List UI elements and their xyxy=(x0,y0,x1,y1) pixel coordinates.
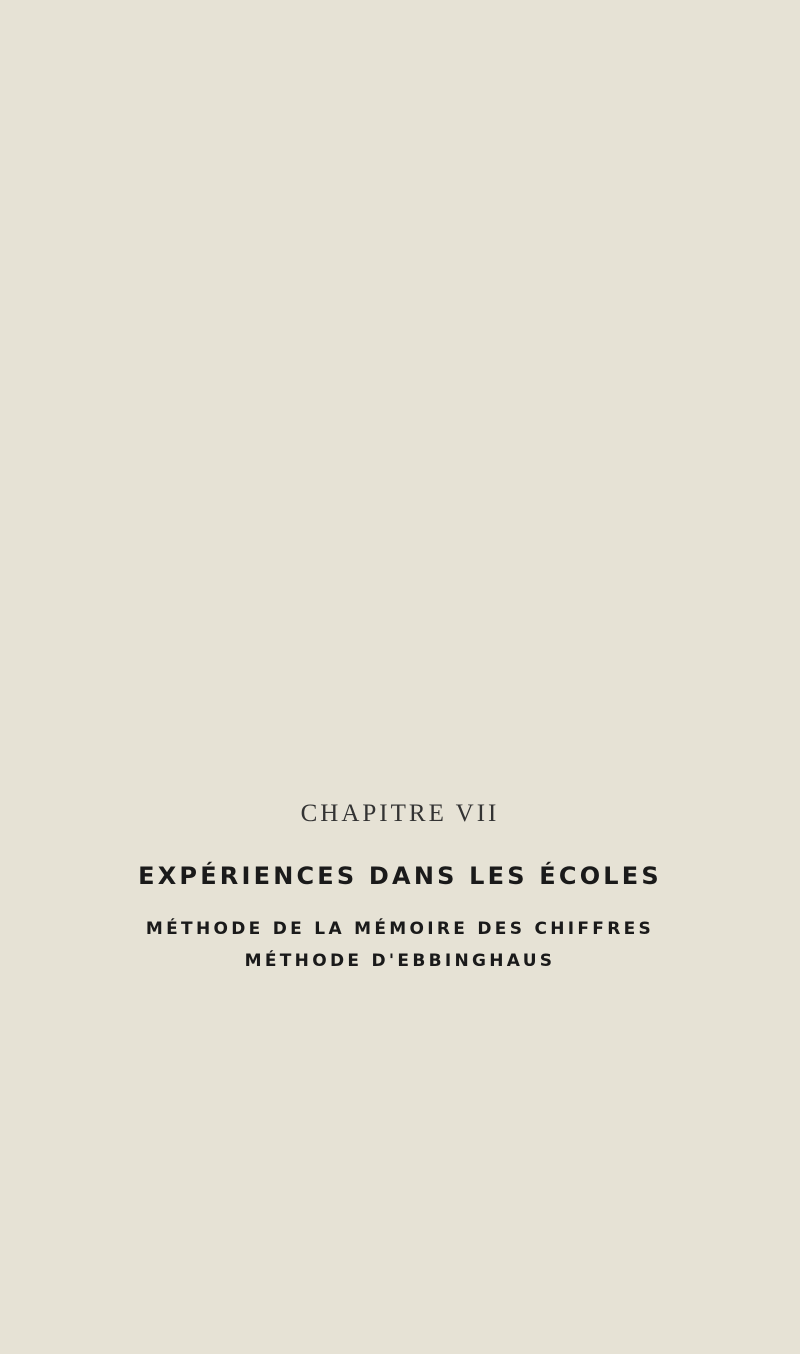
chapter-label: CHAPITRE VII xyxy=(300,800,500,827)
chapter-subtitle-2: MÉTHODE D'EBBINGHAUS xyxy=(244,951,556,971)
chapter-subtitle-1: MÉTHODE DE LA MÉMOIRE DES CHIFFRES xyxy=(145,919,655,939)
chapter-title: EXPÉRIENCES DANS LES ÉCOLES xyxy=(138,862,662,890)
